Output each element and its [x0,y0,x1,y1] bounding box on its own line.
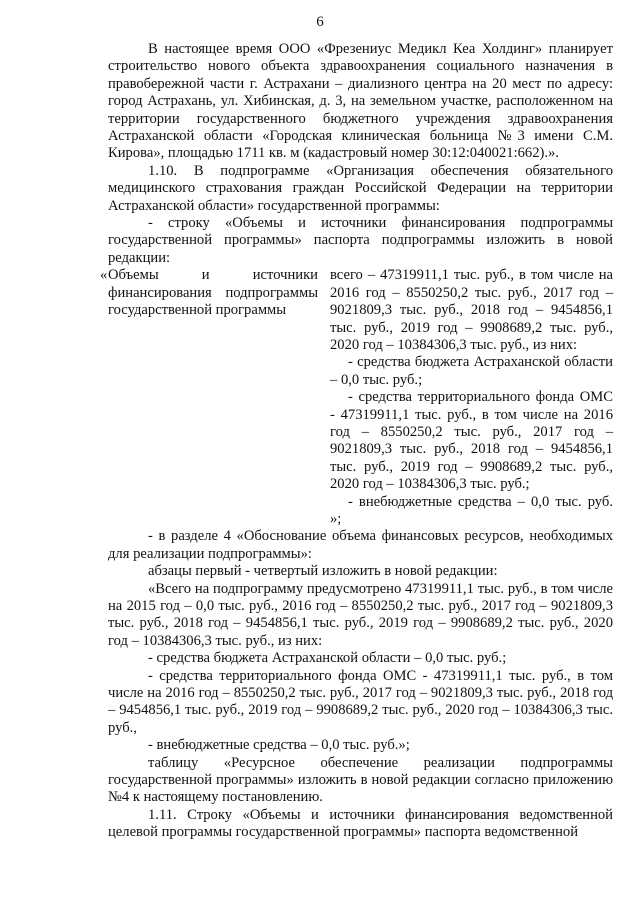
financing-total: всего – 47319911,1 тыс. руб., в том числе на 2016 год – 8550250,2 тыс. руб., 2017 год – 9021809,3 тыс. руб., 2018 год – 9454856,1 тыс. руб., 2019 год – 9908689,2 тыс. руб., 2020 год – 10384306,3 тыс. руб., из них: [330,267,613,353]
paragraph-extrabudgetary: - внебюджетные средства – 0,0 тыс. руб.»; [148,737,410,754]
financing-table-label: Объемы и источники финансирования подпрограммы государственной программы [108,267,318,319]
financing-table [100,267,613,528]
financing-table-label-cell [100,267,318,528]
document-body [100,41,613,842]
paragraph-passport-line: - строку «Объемы и источники финансирования подпрограммы государственной программы» паспорта подпрограммы изложить в новой редакции: [108,215,613,266]
paragraph-1-11: 1.11. Строку «Объемы и источники финансирования ведомственной целевой программы государственной программы» паспорта ведомственной [108,806,613,841]
paragraph-resource-table: таблицу «Ресурсное обеспечение реализации подпрограммы государственной программы» изложить в новой редакции согласно приложению №4 к настоящему постановлению. [108,754,613,806]
financing-oms-fund: - средства территориального фонда ОМС - 47319911,1 тыс. руб., в том числе на 2016 год – 8550250,2 тыс. руб., 2017 год – 9021809,3 тыс. руб., 2018 год – 9454856,1 тыс. руб., 2019 год – 9908689,2 тыс. руб., 2020 год – 10384306,3 тыс. руб.; [330,389,613,493]
financing-regional-budget: - средства бюджета Астраханской области – 0,0 тыс. руб.; [330,354,613,388]
paragraph-section-4: - в разделе 4 «Обоснование объема финансовых ресурсов, необходимых для реализации подпрограммы»: [108,528,613,562]
financing-extrabudgetary: - внебюджетные средства – 0,0 тыс. руб. »; [330,493,613,527]
paragraph-1-10: 1.10. В подпрограмме «Организация обеспечения обязательного медицинского страхования граждан Российской Федерации на территории Астраханской области» государственной программы: [108,162,613,214]
financing-table-value-cell [330,267,613,528]
paragraph-total-subprogram: «Всего на подпрограмму предусмотрено 47319911,1 тыс. руб., в том числе на 2015 год – 0,0 тыс. руб., 2016 год – 8550250,2 тыс. руб., 2017 год – 9021809,3 тыс. руб., 2018 год – 9454856,1 тыс. руб., 2019 год – 9908689,2 тыс. руб., 2020 год – 10384306,3 тыс. руб., из них: [108,580,613,649]
paragraph-dialysis-center: В настоящее время ООО «Фрезениус Медикл Кеа Холдинг» планирует строительство нового объекта здравоохранения социального назначения в правобережной части г. Астрахани – диализного центра на 20 мест по адресу: город Астрахань, ул. Хибинская, д. 3, на земельном участке, расположенном на территории государственного бюджетного учреждения здравоохранения Астраханской области «Городская клиническая больница №3 имени С.М. Кирова», площадью 1711 кв. м (кадастровый номер 30:12:040021:662).». [108,41,613,162]
page-number: 6 [316,14,324,30]
paragraph-oms-fund: - средства территориального фонда ОМС - 47319911,1 тыс. руб., в том числе на 2016 год – 8550250,2 тыс. руб., 2017 год – 9021809,3 тыс. руб., 2018 год – 9454856,1 тыс. руб., 2019 год – 9908689,2 тыс. руб., 2020 год – 10384306,3 тыс. руб., [108,667,613,736]
paragraph-abzacy: абзацы первый - четвертый изложить в новой редакции: [148,563,498,580]
opening-quote: « [100,267,108,284]
paragraph-regional-budget: - средства бюджета Астраханской области – 0,0 тыс. руб.; [148,650,507,667]
